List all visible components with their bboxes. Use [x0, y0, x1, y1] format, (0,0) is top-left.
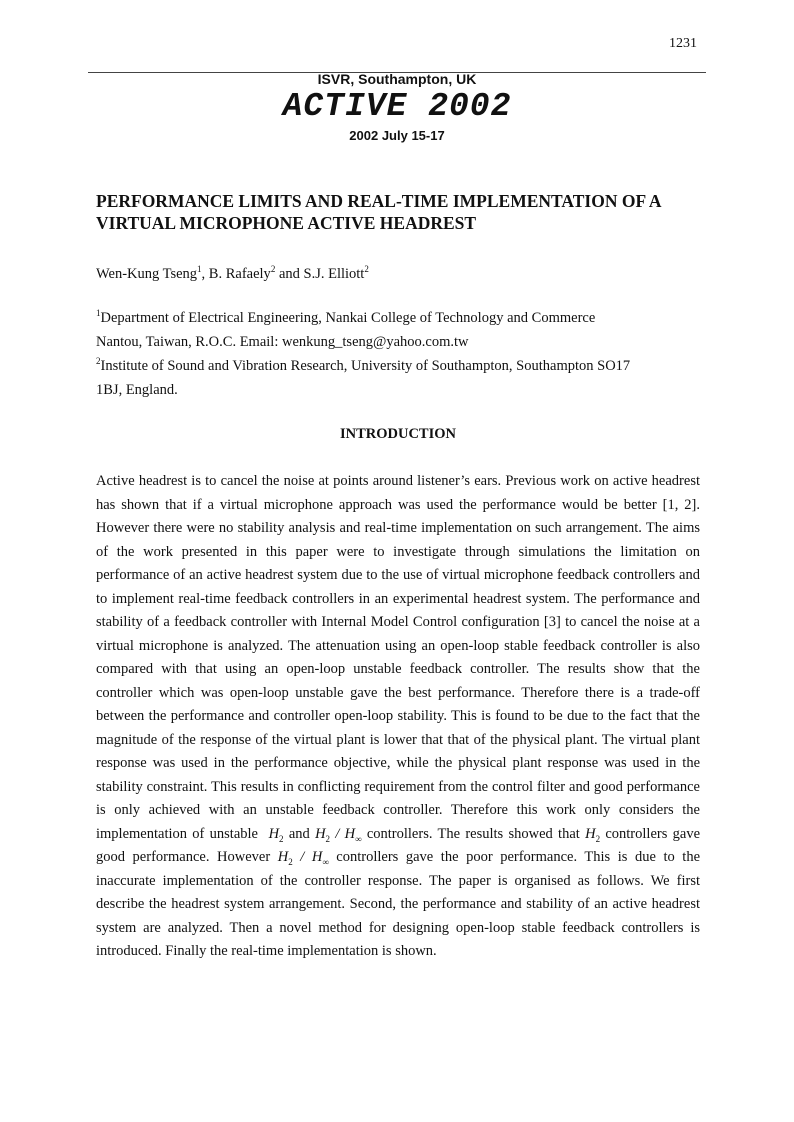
affiliation-mark: 1: [96, 308, 101, 319]
math-h2-hinf: $H_2 / H_\infty$: [315, 825, 362, 844]
author-name: S.J. Elliott: [303, 266, 365, 282]
conference-name: ACTIVE 2002: [282, 88, 512, 125]
affiliation-list: [96, 306, 700, 402]
conference-date: 2002 July 15-17: [349, 128, 445, 143]
paper-content: [96, 190, 700, 978]
author-list: [96, 264, 700, 284]
author-name: B. Rafaely: [208, 266, 271, 282]
section-heading: INTRODUCTION: [339, 426, 456, 442]
math-h2: $H_2$: [268, 825, 284, 844]
page-number: 1231: [669, 36, 697, 51]
intro-text: controllers gave the poor performance. This is due to the inaccurate implementation of the controller response. The paper is organised as follows. We first describe the headrest system arrangement. Second, the performance and stability of an active headrest system are analyzed. Then a novel method for designing open-loop stable feedback controllers is introduced. Finally the real-time implementation is shown.: [96, 849, 701, 959]
intro-text: controllers. The results showed that: [361, 825, 586, 842]
affiliation-1: [96, 306, 700, 354]
math-h2: $H_2$: [585, 825, 601, 844]
affiliation-line: Department of Electrical Engineering, Nankai College of Technology and Commerce: [100, 310, 596, 326]
affiliation-line: Institute of Sound and Vibration Research, University of Southampton, Southampton SO17: [100, 358, 631, 374]
author-affiliation-mark: 2: [270, 264, 276, 275]
intro-text: controllers gave good performance. However: [96, 825, 701, 865]
author-affiliation-mark: 1: [197, 264, 202, 275]
conference-location: ISVR, Southampton, UK: [317, 71, 477, 87]
math-h2-hinf: $H_2 / H_\infty$: [277, 849, 329, 867]
author-name: Wen-Kung Tseng: [96, 266, 198, 282]
affiliation-line: 1BJ, England.: [96, 382, 178, 398]
intro-text: Active headrest is to cancel the noise at points around listener’s ears. Previous work on active headrest has shown that if a virtual microphone approach was used the performance would be better [1, 2]. However there were no stability analysis and real-time implementation on such arrangement. The aims of the work presented in this paper were to investigate through simulations the limitation on performance of an active headrest system due to the use of virtual microphone feedback controllers and to implement real-time feedback controllers in an experimental headrest system. The performance and stability of a feedback controller with Internal Model Control configuration [3] to cancel the noise at a virtual microphone is analyzed. The attenuation using an open-loop stable feedback controller is also compared with that using an open-loop unstable feedback controller. The results show that the controller which was open-loop unstable gave the best performance. Therefore there is a trade-off between the performance and controller open-loop stability. This is found to be due to the fact that the magnitude of the response of the virtual plant is lower that that of the physical plant. The virtual plant response was used in the performance objective, while the physical plant response was used in the stability constraint. This results in conflicting requirement from the control filter and good performance is only achieved with an unstable feedback controller. Therefore this work only considers the implementation of unstable: [96, 473, 700, 842]
paper-title: PERFORMANCE LIMITS AND REAL-TIME IMPLEMENTATION OF A VIRTUAL MICROPHONE ACTIVE HEADREST: [96, 191, 661, 233]
author-affiliation-mark: 2: [364, 264, 369, 275]
affiliation-2: [96, 354, 700, 402]
intro-paragraph: [96, 470, 700, 964]
intro-text: and: [283, 825, 316, 842]
affiliation-line: Nantou, Taiwan, R.O.C. Email: wenkung_tseng@yahoo.com.tw: [96, 334, 469, 350]
author-separator: ,: [201, 266, 209, 282]
affiliation-mark: 2: [96, 356, 101, 367]
author-separator: and: [275, 266, 304, 282]
